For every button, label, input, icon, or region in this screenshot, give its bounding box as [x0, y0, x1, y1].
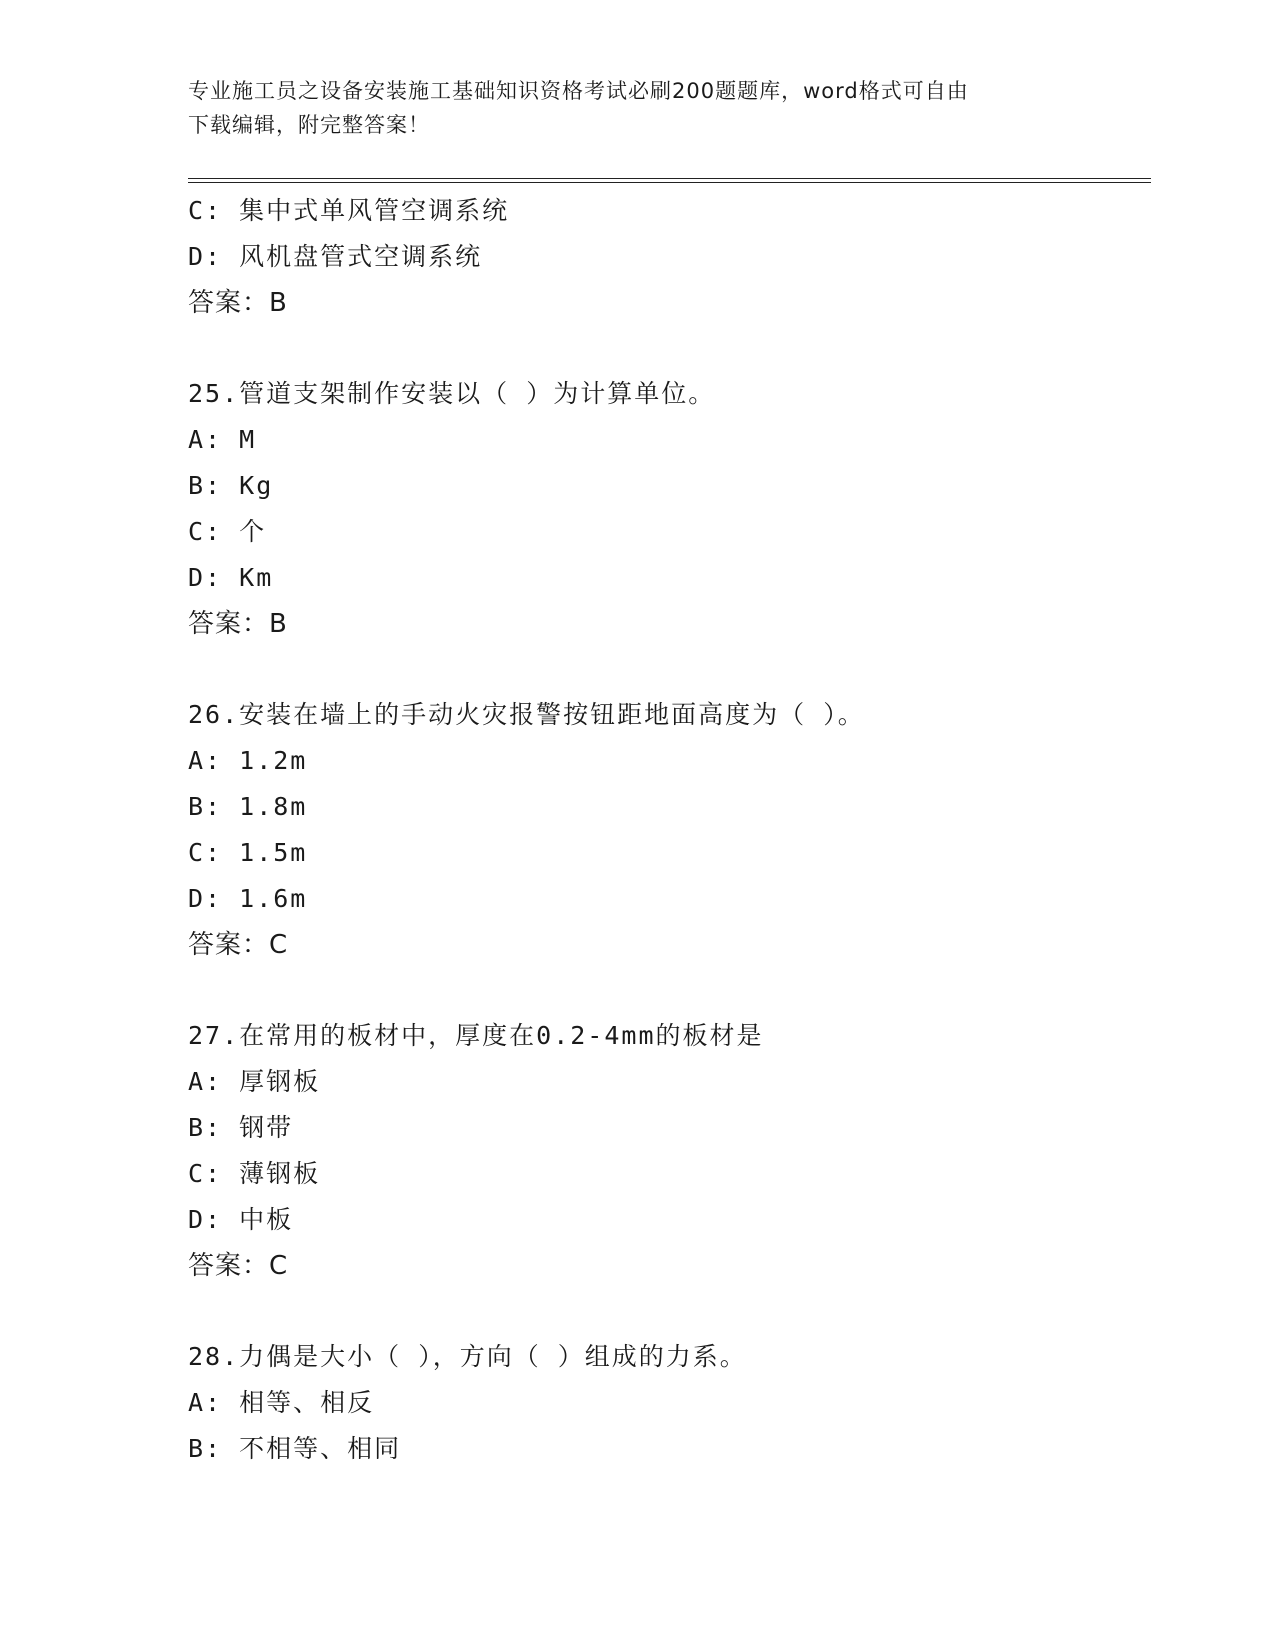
q26-option-b: B: 1.8m [188, 792, 308, 821]
q26-option-a: A: 1.2m [188, 746, 308, 775]
q27-question: 27.在常用的板材中，厚度在0.2-4mm的板材是 [188, 1021, 764, 1050]
q28-option-b: B: 不相等、相同 [188, 1434, 402, 1463]
q27-answer: 答案：C [188, 1251, 289, 1281]
q24-option-c: C: 集中式单风管空调系统 [188, 196, 510, 225]
q25-option-b: B: Kg [188, 471, 274, 500]
q24-option-d: D: 风机盘管式空调系统 [188, 242, 483, 271]
q28-option-a: A: 相等、相反 [188, 1388, 375, 1417]
q25-question: 25.管道支架制作安装以（ ）为计算单位。 [188, 379, 716, 408]
header-title-line-2: 下载编辑，附完整答案！ [188, 113, 430, 137]
q26-option-d: D: 1.6m [188, 884, 308, 913]
q26-answer: 答案：C [188, 930, 289, 960]
spacer [188, 968, 1148, 1013]
q27-option-d: D: 中板 [188, 1205, 294, 1234]
q28-question: 28.力偶是大小（ ），方向（ ）组成的力系。 [188, 1342, 747, 1371]
q26-question: 26.安装在墙上的手动火灾报警按钮距地面高度为（ ）。 [188, 700, 865, 729]
q25-option-a: A: M [188, 425, 257, 454]
q27-option-b: B: 钢带 [188, 1113, 294, 1142]
spacer [188, 326, 1148, 371]
q25-answer: 答案：B [188, 609, 288, 639]
spacer [188, 647, 1148, 692]
q24-answer: 答案：B [188, 288, 288, 318]
q25-option-c: C: 个 [188, 517, 267, 546]
q26-option-c: C: 1.5m [188, 838, 308, 867]
header-double-rule [188, 178, 1151, 183]
q27-option-a: A: 厚钢板 [188, 1067, 321, 1096]
header-title-line-1: 专业施工员之设备安装施工基础知识资格考试必刷200题题库，word格式可自由 [188, 79, 969, 103]
document-header [188, 74, 1088, 142]
spacer [188, 1289, 1148, 1334]
question-list [188, 188, 1148, 1472]
q27-option-c: C: 薄钢板 [188, 1159, 321, 1188]
q25-option-d: D: Km [188, 563, 274, 592]
